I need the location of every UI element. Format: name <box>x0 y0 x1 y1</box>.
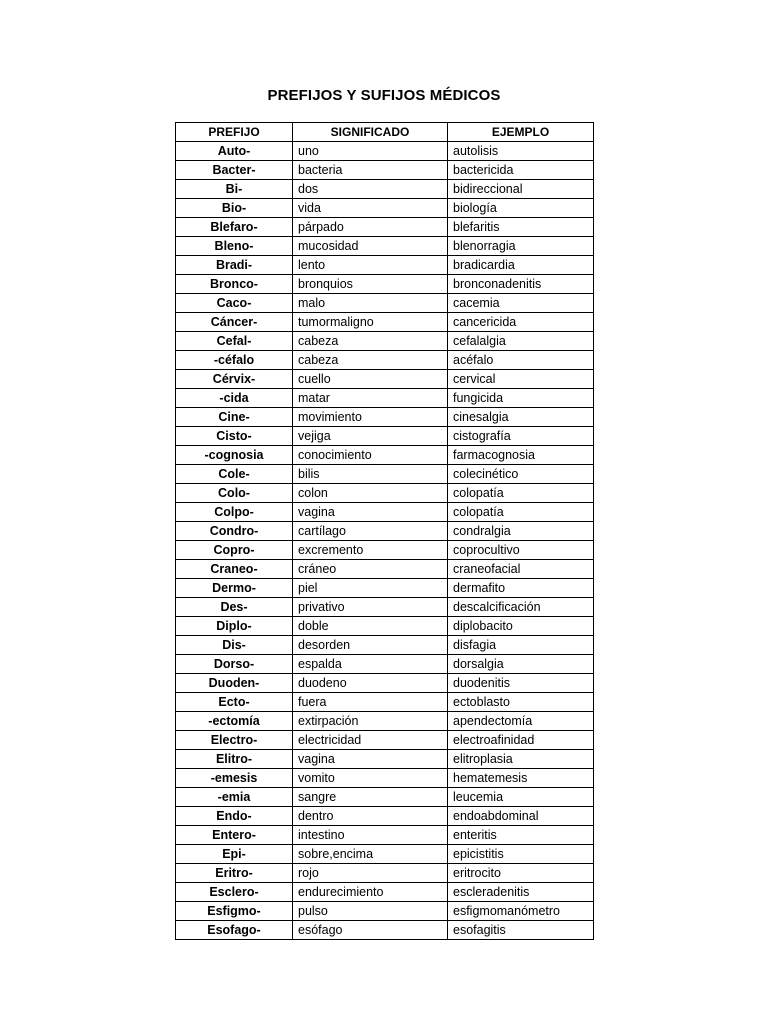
table-row <box>176 579 594 598</box>
table-row <box>176 275 594 294</box>
cell-prefix: Dermo- <box>176 579 293 598</box>
cell-prefix: -cognosia <box>176 446 293 465</box>
cell-prefix: Bacter- <box>176 161 293 180</box>
table-row <box>176 218 594 237</box>
cell-meaning: bacteria <box>293 161 448 180</box>
cell-prefix: -céfalo <box>176 351 293 370</box>
cell-meaning: cartílago <box>293 522 448 541</box>
table-row <box>176 389 594 408</box>
table-row <box>176 142 594 161</box>
table-row <box>176 256 594 275</box>
cell-example: apendectomía <box>448 712 594 731</box>
table-row <box>176 199 594 218</box>
cell-example: bronconadenitis <box>448 275 594 294</box>
cell-meaning: doble <box>293 617 448 636</box>
cell-meaning: cabeza <box>293 351 448 370</box>
table-row <box>176 332 594 351</box>
table-header-row <box>176 123 594 142</box>
cell-meaning: electricidad <box>293 731 448 750</box>
cell-prefix: Bleno- <box>176 237 293 256</box>
cell-meaning: extirpación <box>293 712 448 731</box>
table-row <box>176 750 594 769</box>
cell-prefix: Esofago- <box>176 921 293 940</box>
header-meaning: SIGNIFICADO <box>293 123 448 142</box>
table-body <box>176 142 594 940</box>
cell-example: blefaritis <box>448 218 594 237</box>
cell-prefix: Dis- <box>176 636 293 655</box>
cell-prefix: Cáncer- <box>176 313 293 332</box>
cell-example: epicistitis <box>448 845 594 864</box>
table-row <box>176 541 594 560</box>
cell-prefix: Copro- <box>176 541 293 560</box>
table-row <box>176 864 594 883</box>
table-row <box>176 693 594 712</box>
cell-example: elitroplasia <box>448 750 594 769</box>
table-row <box>176 655 594 674</box>
table-row <box>176 313 594 332</box>
cell-meaning: bilis <box>293 465 448 484</box>
cell-example: duodenitis <box>448 674 594 693</box>
cell-prefix: -cida <box>176 389 293 408</box>
table-row <box>176 465 594 484</box>
cell-example: bradicardia <box>448 256 594 275</box>
cell-meaning: dos <box>293 180 448 199</box>
cell-prefix: Dorso- <box>176 655 293 674</box>
cell-example: dermafito <box>448 579 594 598</box>
table-row <box>176 788 594 807</box>
cell-prefix: Caco- <box>176 294 293 313</box>
cell-prefix: Esclero- <box>176 883 293 902</box>
cell-example: esofagitis <box>448 921 594 940</box>
cell-example: craneofacial <box>448 560 594 579</box>
cell-meaning: vida <box>293 199 448 218</box>
cell-example: colopatía <box>448 484 594 503</box>
cell-example: bidireccional <box>448 180 594 199</box>
cell-meaning: uno <box>293 142 448 161</box>
cell-example: disfagia <box>448 636 594 655</box>
cell-meaning: lento <box>293 256 448 275</box>
cell-example: blenorragia <box>448 237 594 256</box>
table-row <box>176 731 594 750</box>
cell-example: descalcificación <box>448 598 594 617</box>
table-row <box>176 902 594 921</box>
cell-prefix: Entero- <box>176 826 293 845</box>
cell-meaning: párpado <box>293 218 448 237</box>
cell-meaning: bronquios <box>293 275 448 294</box>
cell-meaning: colon <box>293 484 448 503</box>
table-row <box>176 560 594 579</box>
table-row <box>176 598 594 617</box>
table-row <box>176 484 594 503</box>
cell-prefix: Des- <box>176 598 293 617</box>
cell-prefix: Condro- <box>176 522 293 541</box>
cell-example: coprocultivo <box>448 541 594 560</box>
cell-prefix: Colpo- <box>176 503 293 522</box>
table-row <box>176 674 594 693</box>
cell-meaning: dentro <box>293 807 448 826</box>
cell-example: cervical <box>448 370 594 389</box>
cell-prefix: Cole- <box>176 465 293 484</box>
cell-example: leucemia <box>448 788 594 807</box>
cell-meaning: cuello <box>293 370 448 389</box>
cell-meaning: desorden <box>293 636 448 655</box>
cell-prefix: Duoden- <box>176 674 293 693</box>
cell-example: fungicida <box>448 389 594 408</box>
cell-prefix: -emia <box>176 788 293 807</box>
cell-prefix: Craneo- <box>176 560 293 579</box>
cell-meaning: duodeno <box>293 674 448 693</box>
cell-prefix: Bi- <box>176 180 293 199</box>
cell-prefix: -ectomía <box>176 712 293 731</box>
cell-prefix: Bio- <box>176 199 293 218</box>
table-row <box>176 446 594 465</box>
cell-example: hematemesis <box>448 769 594 788</box>
cell-example: cinesalgia <box>448 408 594 427</box>
cell-prefix: Auto- <box>176 142 293 161</box>
cell-meaning: vomito <box>293 769 448 788</box>
cell-example: autolisis <box>448 142 594 161</box>
cell-example: bactericida <box>448 161 594 180</box>
cell-prefix: Endo- <box>176 807 293 826</box>
cell-meaning: intestino <box>293 826 448 845</box>
table-row <box>176 522 594 541</box>
cell-prefix: Colo- <box>176 484 293 503</box>
table-row <box>176 370 594 389</box>
cell-meaning: rojo <box>293 864 448 883</box>
cell-example: cefalalgia <box>448 332 594 351</box>
cell-meaning: vejiga <box>293 427 448 446</box>
cell-example: ectoblasto <box>448 693 594 712</box>
table-row <box>176 769 594 788</box>
cell-prefix: Cisto- <box>176 427 293 446</box>
cell-meaning: tumormaligno <box>293 313 448 332</box>
document-title: PREFIJOS Y SUFIJOS MÉDICOS <box>267 87 501 104</box>
table-row <box>176 237 594 256</box>
cell-prefix: Bronco- <box>176 275 293 294</box>
cell-prefix: Diplo- <box>176 617 293 636</box>
cell-meaning: privativo <box>293 598 448 617</box>
cell-example: condralgia <box>448 522 594 541</box>
cell-example: acéfalo <box>448 351 594 370</box>
cell-example: cacemia <box>448 294 594 313</box>
cell-example: biología <box>448 199 594 218</box>
cell-example: electroafinidad <box>448 731 594 750</box>
cell-meaning: movimiento <box>293 408 448 427</box>
cell-meaning: malo <box>293 294 448 313</box>
cell-prefix: Cefal- <box>176 332 293 351</box>
cell-meaning: sobre,encima <box>293 845 448 864</box>
cell-meaning: piel <box>293 579 448 598</box>
table-row <box>176 636 594 655</box>
table-row <box>176 408 594 427</box>
cell-meaning: mucosidad <box>293 237 448 256</box>
cell-example: farmacognosia <box>448 446 594 465</box>
cell-prefix: Cine- <box>176 408 293 427</box>
cell-prefix: Elitro- <box>176 750 293 769</box>
table-row <box>176 503 594 522</box>
cell-example: eritrocito <box>448 864 594 883</box>
cell-meaning: cabeza <box>293 332 448 351</box>
cell-example: enteritis <box>448 826 594 845</box>
table-row <box>176 427 594 446</box>
header-prefix: PREFIJO <box>176 123 293 142</box>
cell-meaning: vagina <box>293 750 448 769</box>
cell-prefix: Electro- <box>176 731 293 750</box>
cell-meaning: cráneo <box>293 560 448 579</box>
cell-meaning: sangre <box>293 788 448 807</box>
cell-example: colecinético <box>448 465 594 484</box>
cell-prefix: Ecto- <box>176 693 293 712</box>
cell-meaning: vagina <box>293 503 448 522</box>
cell-meaning: fuera <box>293 693 448 712</box>
cell-meaning: conocimiento <box>293 446 448 465</box>
table-row <box>176 807 594 826</box>
table-row <box>176 617 594 636</box>
cell-meaning: esófago <box>293 921 448 940</box>
table-row <box>176 294 594 313</box>
cell-prefix: Blefaro- <box>176 218 293 237</box>
cell-prefix: Cérvix- <box>176 370 293 389</box>
cell-example: colopatía <box>448 503 594 522</box>
cell-prefix: Epi- <box>176 845 293 864</box>
cell-example: cancericida <box>448 313 594 332</box>
cell-example: dorsalgia <box>448 655 594 674</box>
cell-prefix: Bradi- <box>176 256 293 275</box>
cell-meaning: endurecimiento <box>293 883 448 902</box>
cell-example: endoabdominal <box>448 807 594 826</box>
table-row <box>176 826 594 845</box>
cell-example: diplobacito <box>448 617 594 636</box>
cell-prefix: Eritro- <box>176 864 293 883</box>
table-row <box>176 180 594 199</box>
table-row <box>176 161 594 180</box>
table-row <box>176 712 594 731</box>
table-row <box>176 845 594 864</box>
cell-meaning: pulso <box>293 902 448 921</box>
header-example: EJEMPLO <box>448 123 594 142</box>
table-row <box>176 351 594 370</box>
table-row <box>176 883 594 902</box>
cell-example: esfigmomanómetro <box>448 902 594 921</box>
cell-meaning: matar <box>293 389 448 408</box>
cell-meaning: excremento <box>293 541 448 560</box>
cell-meaning: espalda <box>293 655 448 674</box>
table-row <box>176 921 594 940</box>
cell-prefix: Esfigmo- <box>176 902 293 921</box>
cell-prefix: -emesis <box>176 769 293 788</box>
cell-example: escleradenitis <box>448 883 594 902</box>
prefix-suffix-table <box>175 122 594 940</box>
cell-example: cistografía <box>448 427 594 446</box>
